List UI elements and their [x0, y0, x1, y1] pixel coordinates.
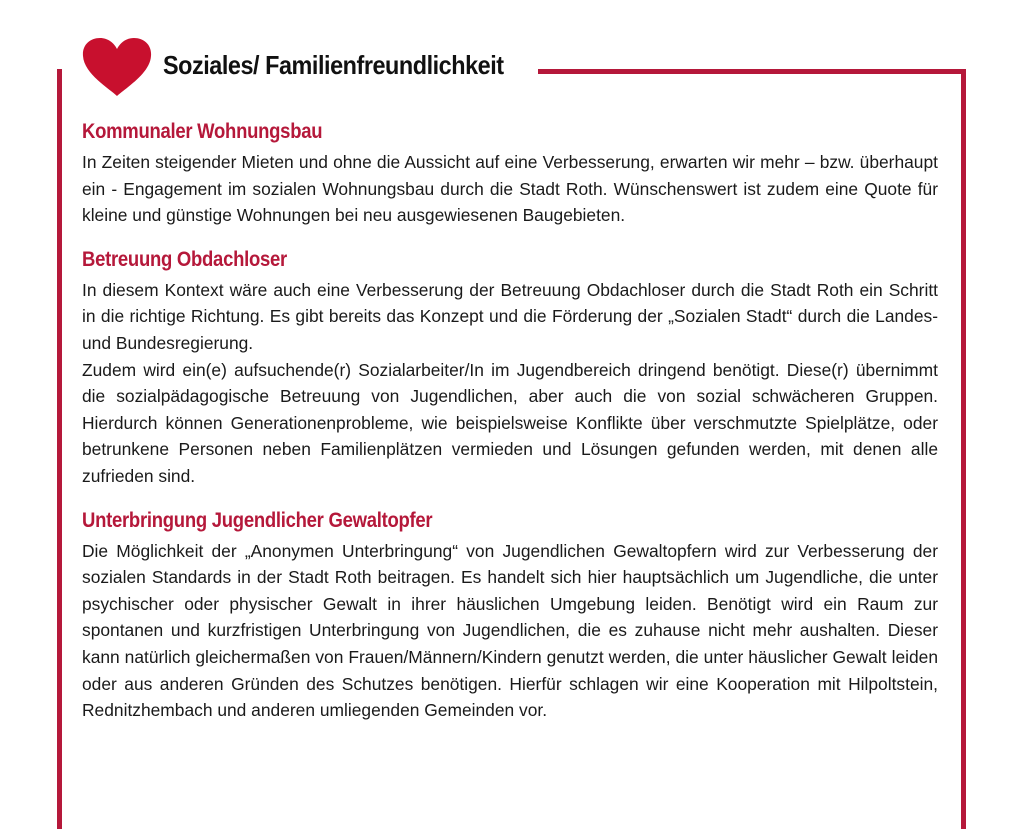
section-kommunaler-wohnungsbau	[82, 118, 938, 229]
section-heading: Unterbringung Jugendlicher Gewaltopfer	[82, 508, 433, 532]
section-betreuung-obdachloser	[82, 246, 938, 490]
page-title: Soziales/ Familienfreundlichkeit	[163, 50, 504, 80]
section-unterbringung-gewaltopfer	[82, 507, 938, 724]
content-area	[82, 118, 938, 741]
section-paragraph: Zudem wird ein(e) aufsuchende(r) Sozialarbeiter/In im Jugendbereich dringend benötigt. Diese(r) übernimmt die sozialpädagogische Betreuung von Jugendlichen, aber auch die von sozial schwächeren Gruppen. Hierdurch können Generationenprobleme, wie beispielsweise Konflikte über verschmutzte Spielplätze, oder betrunkene Personen neben Familienplätzen vermieden und Lösungen gefunden werden, mit denen alle zufrieden sind.	[82, 359, 938, 486]
section-paragraph: Die Möglichkeit der „Anonymen Unterbringung“ von Jugendlichen Gewaltopfern wird zur Verbesserung der sozialen Standards in der Stadt Roth beitragen. Es handelt sich hier hauptsächlich um Jugendliche, die unter psychischer oder physischer Gewalt in ihrer häuslichen Umgebung leiden. Benötigt wird ein Raum zur spontanen und kurzfristigen Unterbringung von Jugendlichen, die es zuhause nicht mehr aushalten. Dieser kann natürlich gleichermaßen von Frauen/Männern/Kindern genutzt werden, die unter häuslicher Gewalt leiden oder aus anderen Gründen des Schutzes benötigen. Hierfür schlagen wir eine Kooperation mit Hilpoltstein, Rednitzhembach und anderen umliegenden Gemeinden vor.	[82, 540, 938, 721]
section-paragraph: In Zeiten steigender Mieten und ohne die Aussicht auf eine Verbesserung, erwarten wir mehr – bzw. überhaupt ein - Engagement im sozialen Wohnungsbau durch die Stadt Roth. Wünschenswert ist zudem eine Quote für kleine und günstige Wohnungen bei neu ausgewiesenen Baugebieten.	[82, 152, 938, 226]
section-heading: Kommunaler Wohnungsbau	[82, 120, 323, 143]
section-paragraph: In diesem Kontext wäre auch eine Verbesserung der Betreuung Obdachloser durch die Stadt Roth ein Schritt in die richtige Richtung. Es gibt bereits das Konzept und die Förderung der „Sozialen Stadt“ durch die Landes- und Bundesregierung.	[82, 279, 938, 353]
section-heading: Betreuung Obdachloser	[82, 247, 287, 271]
heart-icon	[80, 36, 154, 98]
